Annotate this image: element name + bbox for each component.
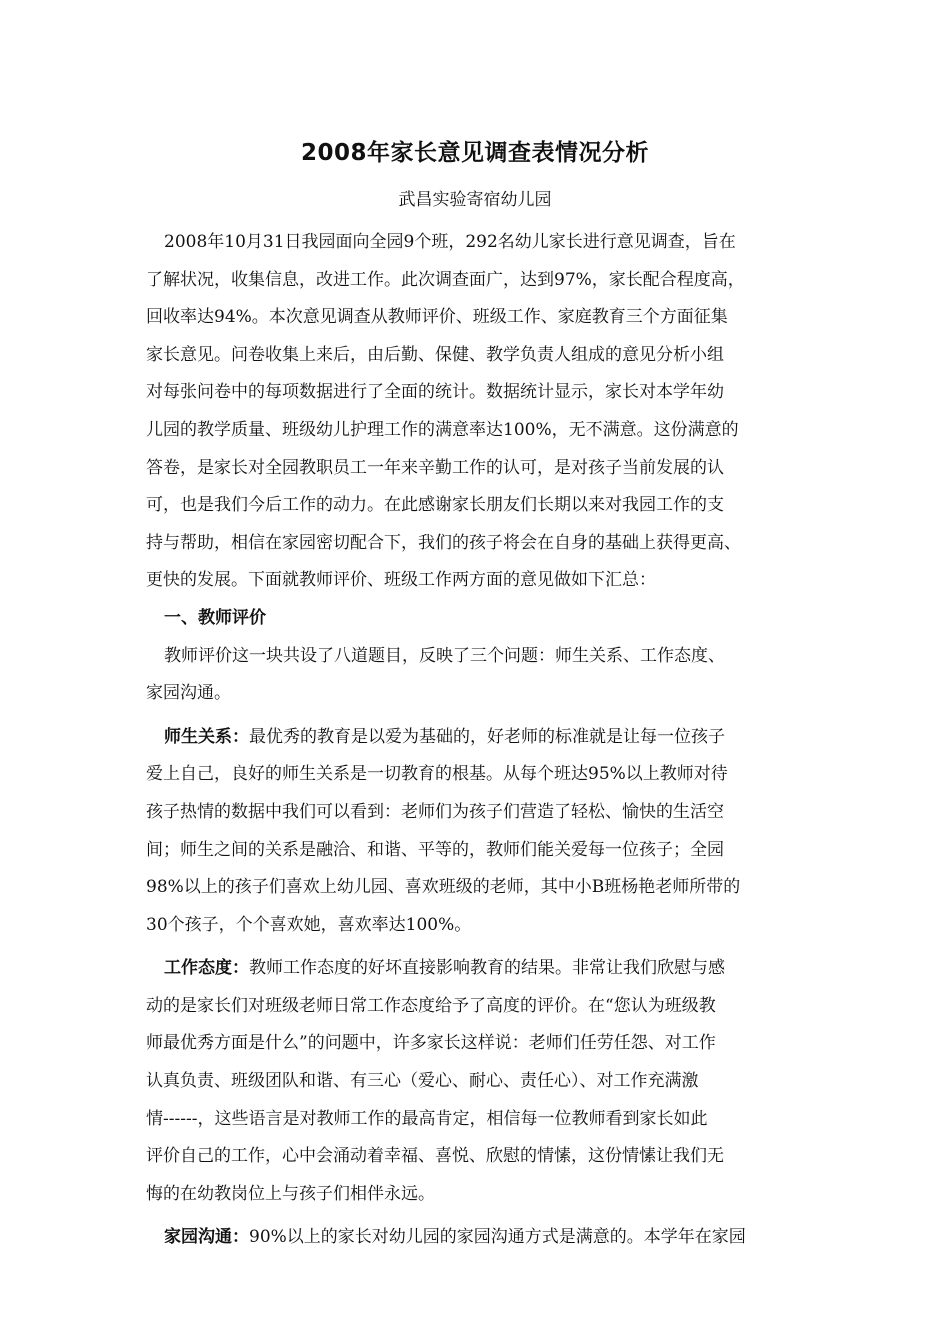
- relationship-line: 孩子热情的数据中我们可以看到：老师们为孩子们营造了轻松、愉快的生活空: [146, 801, 724, 822]
- section1-heading: 一、教师评价: [164, 607, 266, 628]
- intro-line: 2008年10月31日我园面向全园9个班，292名幼儿家长进行意见调查，旨在: [164, 232, 736, 252]
- intro-line: 回收率达94%。本次意见调查从教师评价、班级工作、家庭教育三个方面征集: [146, 307, 728, 328]
- attitude-line: 师最优秀方面是什么”的问题中，许多家长这样说：老师们任劳任怨、对工作: [146, 1033, 716, 1054]
- relationship-paragraph: [146, 719, 818, 945]
- attitude-line: 评价自己的工作，心中会涌动着幸福、喜悦、欣慰的情愫，这份情愫让我们无: [146, 1146, 724, 1167]
- intro-line: 了解状况，收集信息，改进工作。此次调查面广，达到97%，家长配合程度高，: [146, 269, 745, 290]
- attitude-label: 工作态度：: [164, 958, 249, 979]
- intro-line: 儿园的教学质量、班级幼儿护理工作的满意率达100%，无不满意。这份满意的: [146, 419, 739, 440]
- communication-first-text: 90%以上的家长对幼儿园的家园沟通方式是满意的。本学年在家园: [249, 1227, 746, 1248]
- relationship-line: 间；师生之间的关系是融洽、和谐、平等的，教师们能关爱每一位孩子；全园: [146, 839, 724, 860]
- relationship-first-line: [146, 719, 818, 757]
- attitude-line: 情------，这些语言是对教师工作的最高肯定，相信每一位教师看到家长如此: [146, 1108, 708, 1129]
- section1: [146, 600, 818, 713]
- attitude-paragraph: [146, 950, 818, 1213]
- attitude-line: 悔的在幼教岗位上与孩子们相伴永远。: [146, 1183, 435, 1204]
- section1-intro-line: 教师评价这一块共设了八道题目，反映了三个问题：师生关系、工作态度、: [164, 645, 725, 666]
- communication-paragraph: [146, 1219, 818, 1257]
- document-body: [146, 224, 818, 1257]
- intro-line: 对每张问卷中的每项数据进行了全面的统计。数据统计显示，家长对本学年幼: [146, 382, 724, 403]
- intro-line: 持与帮助，相信在家园密切配合下，我们的孩子将会在自身的基础上获得更高、: [146, 532, 741, 553]
- document-subtitle: 武昌实验寄宿幼儿园: [398, 190, 552, 210]
- document-title: 2008年家长意见调查表情况分析: [300, 140, 649, 166]
- intro-line: 可，也是我们今后工作的动力。在此感谢家长朋友们长期以来对我园工作的支: [146, 495, 724, 516]
- intro-line: 家长意见。问卷收集上来后，由后勤、保健、教学负责人组成的意见分析小组: [146, 344, 724, 365]
- attitude-first-line: [146, 950, 818, 988]
- attitude-first-text: 教师工作态度的好坏直接影响教育的结果。非常让我们欣慰与感: [249, 958, 725, 979]
- relationship-line: 30个孩子，个个喜欢她，喜欢率达100%。: [146, 914, 472, 935]
- attitude-line: 动的是家长们对班级老师日常工作态度给予了高度的评价。在“您认为班级教: [146, 995, 716, 1016]
- relationship-line: 98%以上的孩子们喜欢上幼儿园、喜欢班级的老师，其中小B班杨艳老师所带的: [146, 877, 741, 898]
- section1-intro-line: 家园沟通。: [146, 683, 231, 704]
- relationship-label: 师生关系：: [164, 726, 249, 747]
- intro-line: 答卷，是家长对全园教职员工一年来辛勤工作的认可，是对孩子当前发展的认: [146, 457, 724, 478]
- intro-paragraph: [146, 224, 818, 600]
- relationship-line: 爱上自己，良好的师生关系是一切教育的根基。从每个班达95%以上教师对待: [146, 764, 728, 785]
- intro-line: 更快的发展。下面就教师评价、班级工作两方面的意见做如下汇总：: [146, 570, 656, 591]
- communication-first-line: [146, 1219, 818, 1257]
- relationship-first-text: 最优秀的教育是以爱为基础的，好老师的标准就是让每一位孩子: [249, 726, 725, 747]
- communication-label: 家园沟通：: [164, 1227, 249, 1248]
- attitude-line: 认真负责、班级团队和谐、有三心（爱心、耐心、责任心）、对工作充满激: [146, 1071, 699, 1092]
